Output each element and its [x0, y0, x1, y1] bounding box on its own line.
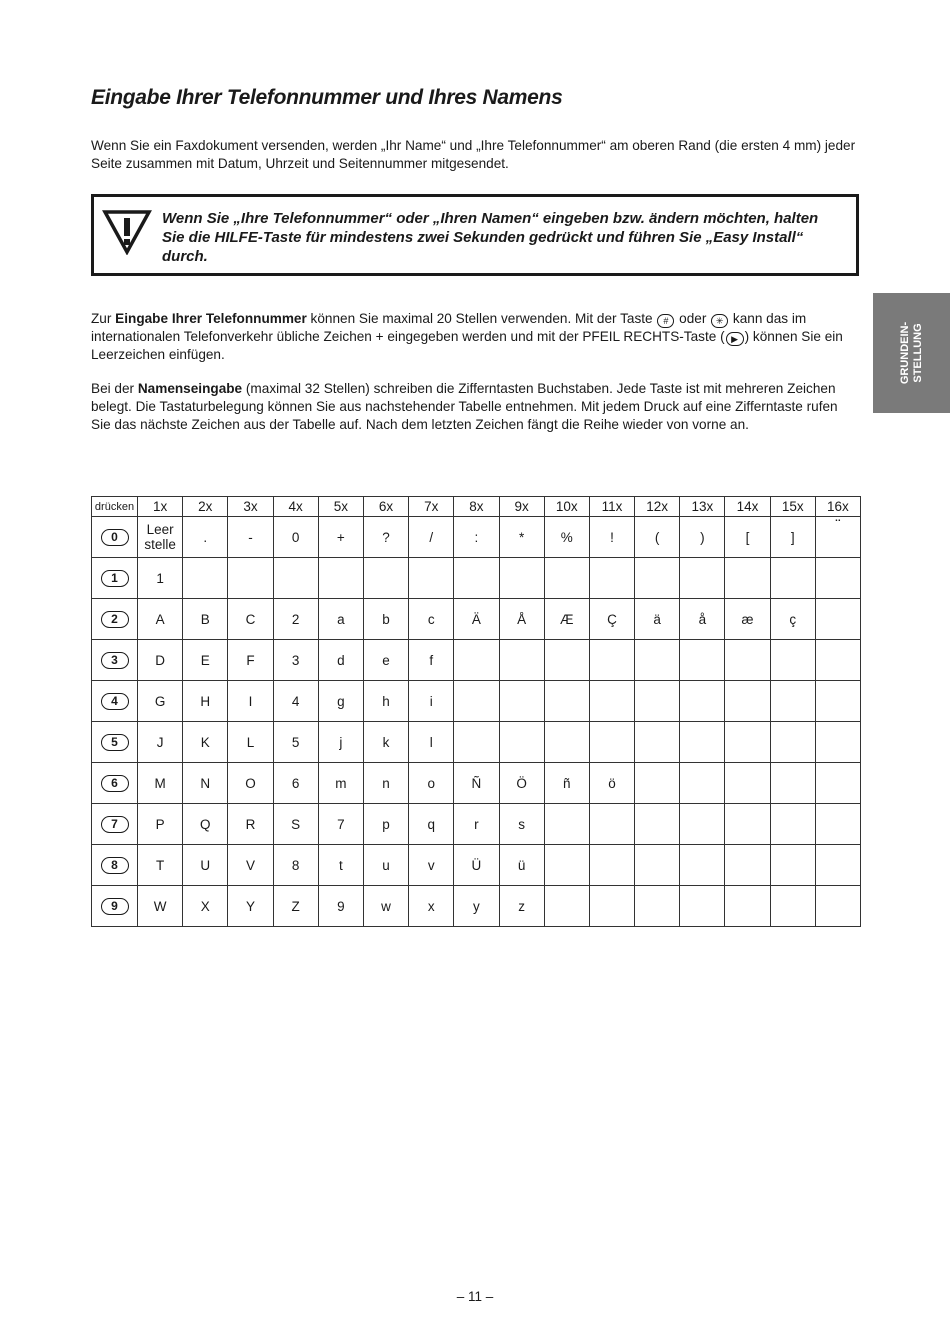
table-cell [770, 763, 815, 804]
name-entry-paragraph: Bei der Namenseingabe (maximal 32 Stellen) schreiben die Zifferntasten Buchstaben. Jede Taste ist mit mehreren Zeichen belegt. Die Tastaturbelegung können Sie aus nachstehender Tabelle entnehmen. Mit jedem Druck auf eine Zifferntaste rufen Sie das nächste Zeichen aus der Tabelle auf. Nach dem letzten Zeichen fängt die Reihe wieder von vorne an. [91, 381, 838, 432]
table-cell [454, 640, 499, 681]
star-key-icon: ✳ [711, 314, 728, 328]
table-row [92, 763, 861, 804]
table-cell [544, 558, 589, 599]
table-cell: K [183, 722, 228, 763]
key-7-icon: 7 [101, 816, 129, 833]
table-cell [680, 681, 725, 722]
table-cell [499, 640, 544, 681]
table-cell: æ [725, 599, 770, 640]
column-header: 12x [635, 497, 680, 517]
column-header: 16x [815, 497, 860, 517]
table-cell [725, 804, 770, 845]
table-cell: x [409, 886, 454, 927]
table-cell: ) [680, 517, 725, 558]
table-cell [680, 640, 725, 681]
column-header: 9x [499, 497, 544, 517]
table-row [92, 722, 861, 763]
table-cell [815, 599, 860, 640]
name-entry-bold: Namenseingabe [137, 381, 243, 396]
table-cell: [ [725, 517, 770, 558]
table-cell [725, 558, 770, 599]
table-cell [589, 558, 634, 599]
table-cell: ? [363, 517, 408, 558]
table-cell [725, 640, 770, 681]
warning-triangle-icon [102, 209, 152, 255]
table-cell [318, 558, 363, 599]
character-table [91, 496, 861, 927]
table-cell: P [138, 804, 183, 845]
table-cell [544, 804, 589, 845]
table-cell [815, 722, 860, 763]
table-cell [815, 558, 860, 599]
table-cell: 2 [273, 599, 318, 640]
key-cell [92, 886, 138, 927]
table-cell [544, 722, 589, 763]
column-header: 3x [228, 497, 273, 517]
table-row [92, 804, 861, 845]
table-cell: y [454, 886, 499, 927]
table-cell: Q [183, 804, 228, 845]
table-row [92, 558, 861, 599]
table-cell: h [363, 681, 408, 722]
page-number: – 11 – [456, 1289, 494, 1304]
table-row [92, 845, 861, 886]
table-row [92, 517, 861, 558]
page-title: Eingabe Ihrer Telefonnummer und Ihres Namens [91, 86, 563, 109]
table-cell [454, 681, 499, 722]
table-cell: 0 [273, 517, 318, 558]
table-cell: Æ [544, 599, 589, 640]
table-cell: 9 [318, 886, 363, 927]
table-cell: k [363, 722, 408, 763]
table-cell [589, 640, 634, 681]
table-cell: ç [770, 599, 815, 640]
table-cell [589, 886, 634, 927]
table-cell [544, 886, 589, 927]
table-cell: ] [770, 517, 815, 558]
table-cell [725, 886, 770, 927]
table-cell: M [138, 763, 183, 804]
table-cell [635, 804, 680, 845]
table-cell: ( [635, 517, 680, 558]
key-cell [92, 763, 138, 804]
table-cell: ö [589, 763, 634, 804]
table-cell [635, 558, 680, 599]
table-cell: Å [499, 599, 544, 640]
table-cell [544, 681, 589, 722]
table-cell: ü [499, 845, 544, 886]
table-cell: s [499, 804, 544, 845]
column-header: 2x [183, 497, 228, 517]
table-cell [183, 558, 228, 599]
table-cell: R [228, 804, 273, 845]
table-cell: b [363, 599, 408, 640]
table-cell [770, 640, 815, 681]
key-0-icon: 0 [101, 529, 129, 546]
table-cell: u [363, 845, 408, 886]
table-cell: H [183, 681, 228, 722]
table-cell [815, 640, 860, 681]
table-cell [680, 763, 725, 804]
table-cell [770, 886, 815, 927]
table-cell: + [318, 517, 363, 558]
column-header: 1x [138, 497, 183, 517]
table-cell [815, 804, 860, 845]
table-cell [589, 681, 634, 722]
table-cell: - [228, 517, 273, 558]
table-cell: S [273, 804, 318, 845]
table-cell: w [363, 886, 408, 927]
table-cell [725, 681, 770, 722]
table-cell [725, 722, 770, 763]
table-cell [635, 640, 680, 681]
table-cell: f [409, 640, 454, 681]
table-cell: 6 [273, 763, 318, 804]
table-cell [680, 804, 725, 845]
column-header: 6x [363, 497, 408, 517]
table-cell [680, 886, 725, 927]
key-cell [92, 845, 138, 886]
table-cell: å [680, 599, 725, 640]
arrow-right-key-icon: ▶ [726, 332, 744, 346]
table-cell: Ä [454, 599, 499, 640]
table-cell [635, 722, 680, 763]
table-cell [363, 558, 408, 599]
table-cell [815, 886, 860, 927]
table-cell: : [454, 517, 499, 558]
table-cell: X [183, 886, 228, 927]
key-5-icon: 5 [101, 734, 129, 751]
table-cell [680, 845, 725, 886]
table-cell: m [318, 763, 363, 804]
table-cell: 1 [138, 558, 183, 599]
table-cell: t [318, 845, 363, 886]
key-1-icon: 1 [101, 570, 129, 587]
table-cell: W [138, 886, 183, 927]
side-tab-line-2: STELLUNG [911, 323, 924, 383]
table-cell: n [363, 763, 408, 804]
table-cell: g [318, 681, 363, 722]
table-cell: z [499, 886, 544, 927]
table-cell: i [409, 681, 454, 722]
table-cell: 3 [273, 640, 318, 681]
key-cell [92, 640, 138, 681]
column-header: 14x [725, 497, 770, 517]
table-cell [544, 845, 589, 886]
column-header: 15x [770, 497, 815, 517]
press-header: drücken [92, 497, 138, 517]
table-cell: C [228, 599, 273, 640]
warning-box [91, 194, 859, 276]
key-cell [92, 517, 138, 558]
table-cell: T [138, 845, 183, 886]
table-cell: G [138, 681, 183, 722]
table-cell [409, 558, 454, 599]
phone-entry-bold: Eingabe Ihrer Telefonnummer [115, 311, 307, 326]
table-cell: Ü [454, 845, 499, 886]
table-cell [725, 845, 770, 886]
table-cell: L [228, 722, 273, 763]
column-header: 4x [273, 497, 318, 517]
key-cell [92, 558, 138, 599]
column-header: 8x [454, 497, 499, 517]
column-header: 7x [409, 497, 454, 517]
key-9-icon: 9 [101, 898, 129, 915]
table-cell: q [409, 804, 454, 845]
table-cell [635, 845, 680, 886]
table-cell: c [409, 599, 454, 640]
table-cell: ä [635, 599, 680, 640]
warning-text: Wenn Sie „Ihre Telefonnummer“ oder „Ihren Namen“ eingeben bzw. ändern möchten, halten Sie die HILFE-Taste für mindestens zwei Sekunden gedrückt und führen Sie „Easy Install“ durch. [162, 210, 819, 265]
table-cell: p [363, 804, 408, 845]
key-cell [92, 722, 138, 763]
column-header: 5x [318, 497, 363, 517]
table-cell [499, 722, 544, 763]
table-cell [815, 763, 860, 804]
table-cell: j [318, 722, 363, 763]
table-cell: A [138, 599, 183, 640]
table-cell: V [228, 845, 273, 886]
table-cell [228, 558, 273, 599]
table-row [92, 681, 861, 722]
key-cell [92, 681, 138, 722]
table-cell [635, 763, 680, 804]
table-cell [589, 804, 634, 845]
table-cell: 7 [318, 804, 363, 845]
key-4-icon: 4 [101, 693, 129, 710]
table-cell: ! [589, 517, 634, 558]
table-cell [770, 558, 815, 599]
table-cell: * [499, 517, 544, 558]
table-cell: Ç [589, 599, 634, 640]
side-tab-line-1: GRUNDEIN- [898, 321, 911, 385]
key-cell [92, 599, 138, 640]
table-cell: l [409, 722, 454, 763]
table-cell [544, 640, 589, 681]
table-cell: d [318, 640, 363, 681]
table-cell: Ñ [454, 763, 499, 804]
table-cell: ñ [544, 763, 589, 804]
table-cell: a [318, 599, 363, 640]
table-cell: 5 [273, 722, 318, 763]
table-row [92, 599, 861, 640]
table-cell [589, 722, 634, 763]
table-cell: O [228, 763, 273, 804]
key-3-icon: 3 [101, 652, 129, 669]
table-cell [680, 722, 725, 763]
table-cell: . [183, 517, 228, 558]
table-cell: r [454, 804, 499, 845]
table-cell [770, 845, 815, 886]
table-cell [635, 681, 680, 722]
table-cell: E [183, 640, 228, 681]
table-cell [454, 722, 499, 763]
table-cell: J [138, 722, 183, 763]
table-cell [725, 763, 770, 804]
intro-paragraph: Wenn Sie ein Faxdokument versenden, werden „Ihr Name“ und „Ihre Telefonnummer“ am oberen Rand (die ersten 4 mm) jeder Seite zusammen mit Datum, Uhrzeit und Seitennummer mitgesendet. [91, 138, 856, 171]
table-cell [815, 845, 860, 886]
column-header: 10x [544, 497, 589, 517]
table-cell: 8 [273, 845, 318, 886]
table-cell: I [228, 681, 273, 722]
table-cell [815, 681, 860, 722]
table-cell: e [363, 640, 408, 681]
table-cell: U [183, 845, 228, 886]
table-cell: B [183, 599, 228, 640]
table-cell: Z [273, 886, 318, 927]
table-cell: % [544, 517, 589, 558]
column-header: 13x [680, 497, 725, 517]
table-cell [680, 558, 725, 599]
key-8-icon: 8 [101, 857, 129, 874]
table-cell [454, 558, 499, 599]
table-row [92, 886, 861, 927]
table-cell: Ö [499, 763, 544, 804]
phone-entry-paragraph: Zur Eingabe Ihrer Telefonnummer können Sie maximal 20 Stellen verwenden. Mit der Taste # oder ✳ kann das im internationalen Telefonverkehr übliche Zeichen + eingegeben werden und mit der PFEIL RECHTS-Taste ( ▶ ) können Sie ein Leerzeichen einfügen. [91, 311, 843, 362]
key-6-icon: 6 [101, 775, 129, 792]
table-cell: 4 [273, 681, 318, 722]
table-header-row [92, 497, 861, 517]
table-row [92, 640, 861, 681]
table-cell [770, 804, 815, 845]
key-2-icon: 2 [101, 611, 129, 628]
table-cell: N [183, 763, 228, 804]
table-cell [273, 558, 318, 599]
table-cell: / [409, 517, 454, 558]
section-side-tab [873, 293, 950, 413]
table-cell: ¨ [815, 517, 860, 558]
table-cell [770, 681, 815, 722]
table-cell: o [409, 763, 454, 804]
table-cell [770, 722, 815, 763]
table-cell: Y [228, 886, 273, 927]
table-cell: D [138, 640, 183, 681]
table-cell [635, 886, 680, 927]
table-cell [499, 681, 544, 722]
table-cell [499, 558, 544, 599]
table-cell [589, 845, 634, 886]
hash-key-icon: # [657, 314, 674, 328]
table-cell: v [409, 845, 454, 886]
table-cell: F [228, 640, 273, 681]
column-header: 11x [589, 497, 634, 517]
table-cell: Leer stelle [138, 517, 183, 558]
key-cell [92, 804, 138, 845]
